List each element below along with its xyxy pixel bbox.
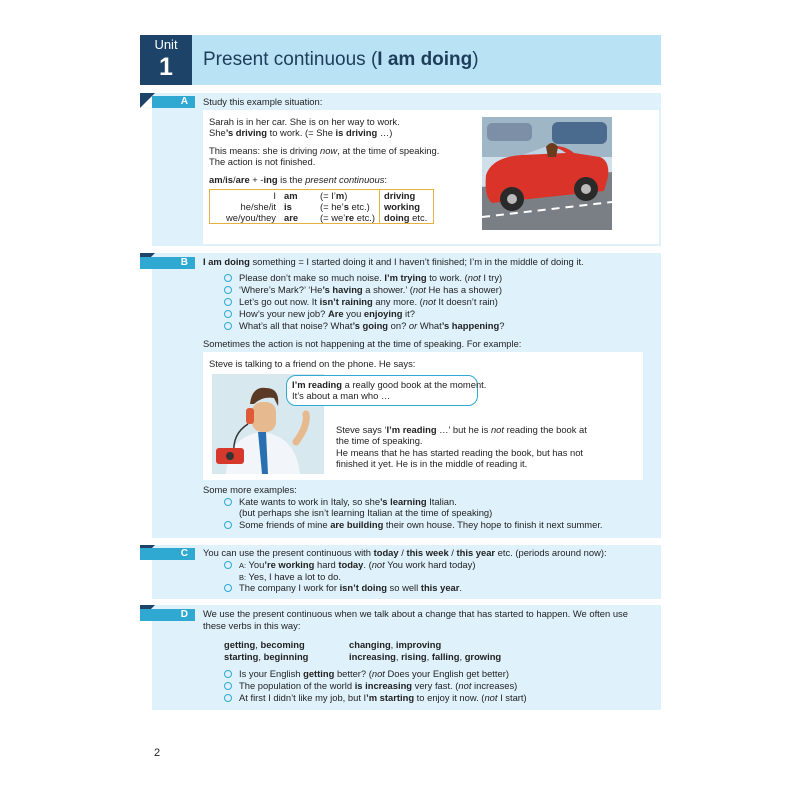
bullet-icon <box>224 521 232 529</box>
speech-line2: It’s about a man who … <box>292 390 391 401</box>
section-d-tag: D <box>140 609 195 621</box>
page-number: 2 <box>154 747 161 759</box>
section-b-intro: I am doing something = I started doing it and I haven’t finished; I’m in the middle of doing it. <box>203 256 584 267</box>
bullet-icon <box>224 274 232 282</box>
example-b3: Let’s go out now. It isn’t raining any more. (not It doesn’t rain) <box>239 296 498 307</box>
section-c-intro: You can use the present continuous with today / this week / this year etc. (periods around now): <box>203 547 607 558</box>
table-row: we/you/they are (= we’re etc.) doing etc. <box>210 212 434 224</box>
table-row: he/she/it is (= he’s etc.) working <box>210 201 434 212</box>
bullet-icon <box>224 498 232 506</box>
verbs-row-2-right: increasing, rising, falling, growing <box>349 651 502 662</box>
steve-explain-2: the time of speaking. <box>336 435 423 446</box>
steve-explain-1: Steve says ‘I’m reading …’ but he is not reading the book at <box>336 424 587 435</box>
steve-explain-3: He means that he has started reading the book, but has not <box>336 447 584 458</box>
section-a-rule: am/is/are + -ing is the present continuous: <box>209 174 388 185</box>
steve-explain-4: finished it yet. He is in the middle of reading it. <box>336 458 528 469</box>
speech-line1: I’m reading a really good book at the moment. <box>292 379 487 390</box>
example-b1: Please don’t make so much noise. I’m trying to work. (not I try) <box>239 272 503 283</box>
example-more-1: Kate wants to work in Italy, so she’s learning Italian. <box>239 496 457 507</box>
unit-label: Unit <box>154 37 178 52</box>
example-b2: ‘Where’s Mark?’ ‘He’s having a shower.’ (not He has a shower) <box>239 284 502 295</box>
example-c2: The company I work for isn’t doing so well this year. <box>239 582 462 593</box>
example-d1: Is your English getting better? (not Does your English get better) <box>239 668 509 679</box>
section-a-line1: Sarah is in her car. She is on her way to work. <box>209 116 400 127</box>
page-title: Present continuous (I am doing) <box>203 49 479 70</box>
section-b-tag: B <box>140 257 195 269</box>
bullet-icon <box>224 682 232 690</box>
section-a-tag: A <box>152 96 195 108</box>
more-examples: Some more examples: <box>203 484 297 495</box>
sometimes-text: Sometimes the action is not happening at the time of speaking. For example: <box>203 338 522 349</box>
unit-number: 1 <box>159 53 173 81</box>
car-illustration <box>482 117 612 230</box>
example-d3: At first I didn’t like my job, but I’m starting to enjoy it now. (not I start) <box>239 692 527 703</box>
bullet-icon <box>224 310 232 318</box>
bullet-icon <box>224 561 232 569</box>
example-c1-reply: B: Yes, I have a lot to do. <box>239 571 341 582</box>
section-c-tag: C <box>140 548 195 560</box>
section-a-line4: The action is not finished. <box>209 156 316 167</box>
example-more-1-note: (but perhaps she isn’t learning Italian at the time of speaking) <box>239 507 493 518</box>
verbs-row-1-right: changing, improving <box>349 639 442 650</box>
section-a-intro: Study this example situation: <box>203 96 323 107</box>
unit-badge <box>140 35 192 85</box>
example-d2: The population of the world is increasing very fast. (not increases) <box>239 680 518 691</box>
example-b5: What’s all that noise? What’s going on? or What’s happening? <box>239 320 505 331</box>
example-more-2: Some friends of mine are building their own house. They hope to finish it next summer. <box>239 519 603 530</box>
title-bar <box>192 35 661 85</box>
example-b4: How’s your new job? Are you enjoying it? <box>239 308 415 319</box>
bullet-icon <box>224 298 232 306</box>
present-continuous-table <box>209 189 434 224</box>
verbs-row-2-left: starting, beginning <box>224 651 309 662</box>
bullet-icon <box>224 322 232 330</box>
steve-intro: Steve is talking to a friend on the phone. He says: <box>209 358 416 369</box>
table-row: I am (= I’m) driving <box>210 190 434 202</box>
bullet-icon <box>224 286 232 294</box>
bullet-icon <box>224 584 232 592</box>
bullet-icon <box>224 670 232 678</box>
section-a-line3: This means: she is driving now, at the time of speaking. <box>209 145 440 156</box>
bullet-icon <box>224 694 232 702</box>
section-d-intro-2: these verbs in this way: <box>203 620 301 631</box>
section-d-intro-1: We use the present continuous when we talk about a change that has started to happen. We often use <box>203 608 628 619</box>
section-a-line2: She’s driving to work. (= She is driving …) <box>209 127 393 138</box>
example-c1: A: You’re working hard today. (not You work hard today) <box>239 559 476 570</box>
verbs-row-1-left: getting, becoming <box>224 639 305 650</box>
